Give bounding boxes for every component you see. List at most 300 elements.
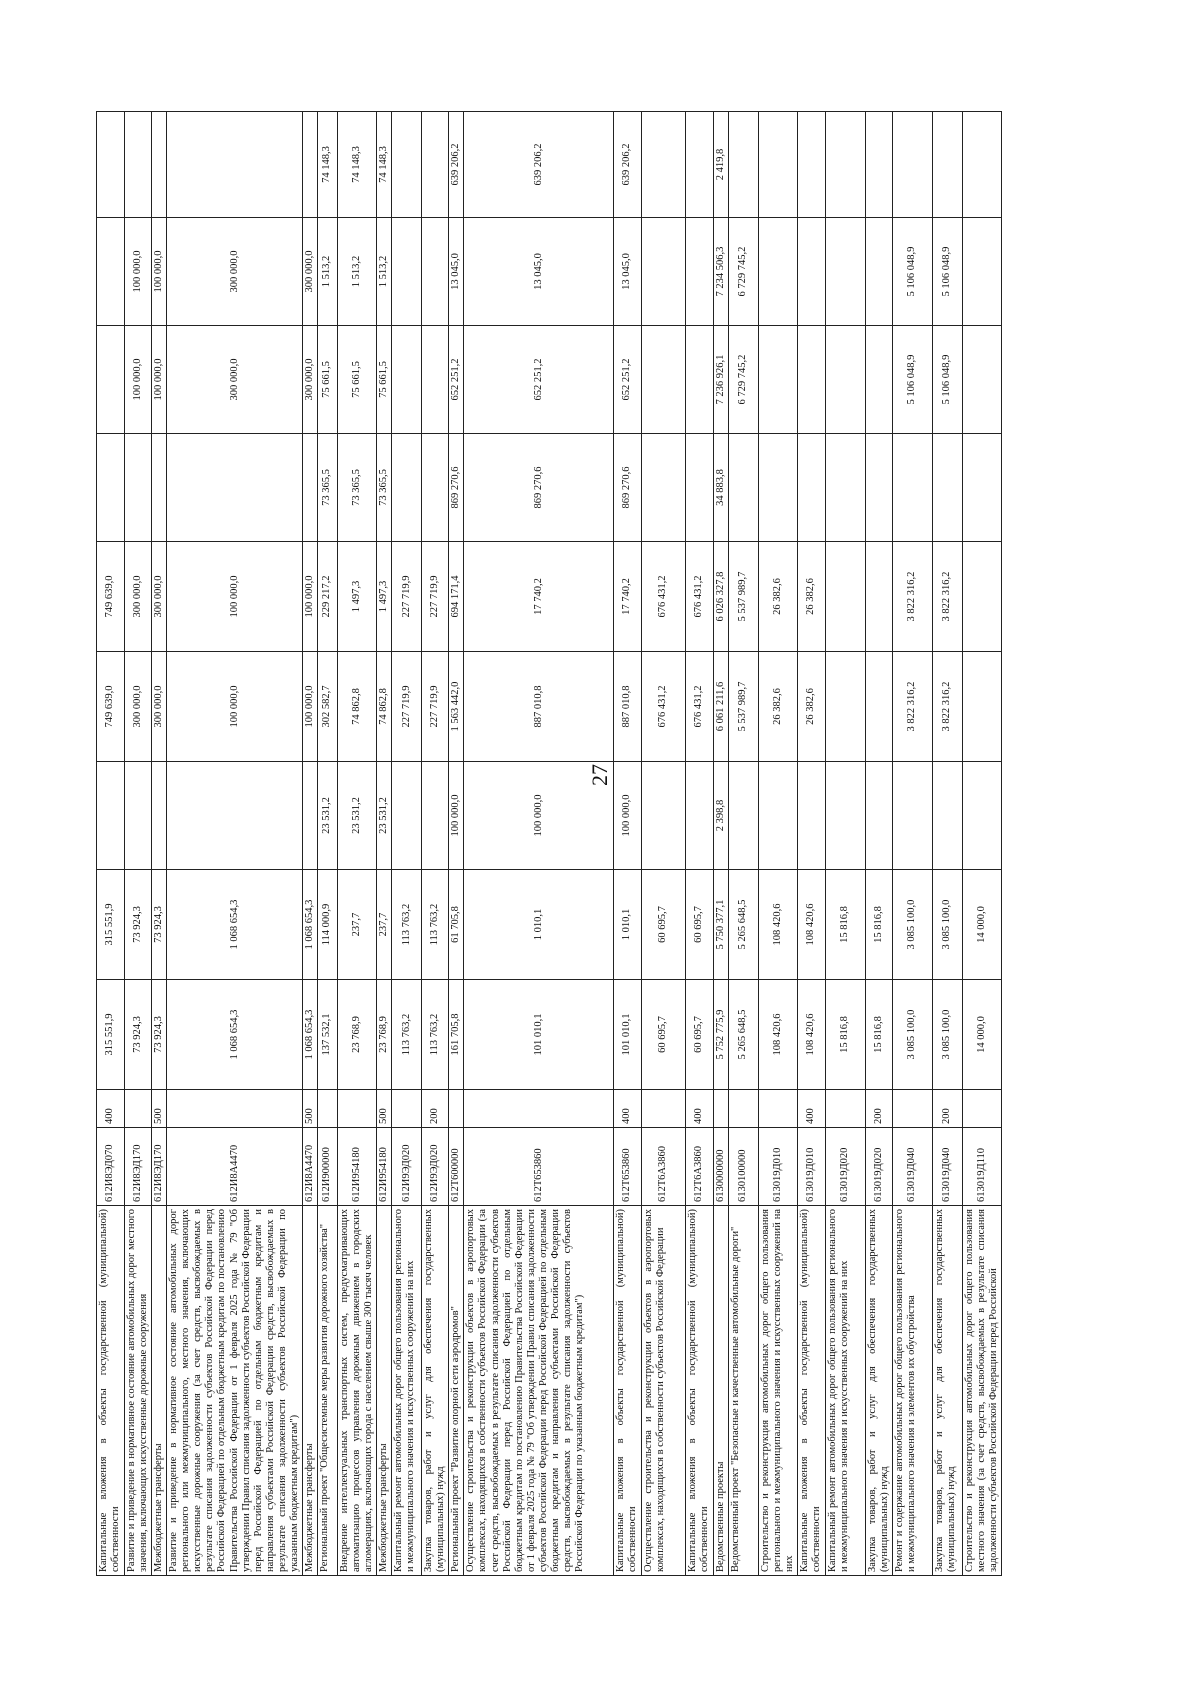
row-amount-cell <box>932 112 962 218</box>
row-amount-cell <box>758 762 797 870</box>
row-amount-cell: 108 420,6 <box>758 870 797 980</box>
row-amount-cell: 315 551,9 <box>97 980 125 1090</box>
row-amount-cell <box>865 542 892 652</box>
row-amount-cell: 23 768,9 <box>377 980 392 1090</box>
table-row <box>152 112 167 1576</box>
row-amount-cell: 869 270,6 <box>464 434 614 542</box>
row-amount-cell: 15 816,8 <box>825 980 865 1090</box>
row-amount-cell <box>125 762 152 870</box>
row-amount-cell: 113 763,2 <box>422 870 449 980</box>
row-amount-cell <box>962 434 1001 542</box>
row-amount-cell: 227 719,9 <box>422 652 449 762</box>
row-amount-cell <box>685 112 713 218</box>
row-name-cell: Строительство и реконструкция автомобильных дорог общего пользования регионального и межмуниципального значения и искусственных сооружений на них <box>758 1206 797 1576</box>
row-amount-cell: 100 000,0 <box>167 652 303 762</box>
row-amount-cell <box>892 434 932 542</box>
row-amount-cell <box>825 112 865 218</box>
row-amount-cell: 100 000,0 <box>449 762 464 870</box>
row-amount-cell: 229 217,2 <box>317 542 337 652</box>
row-amount-cell: 3 085 100,0 <box>892 980 932 1090</box>
row-amount-cell: 1 563 442,0 <box>449 652 464 762</box>
row-amount-cell <box>152 112 167 218</box>
row-amount-cell: 5 265 648,5 <box>728 980 758 1090</box>
row-amount-cell: 869 270,6 <box>614 434 641 542</box>
row-amount-cell: 5 537 989,7 <box>728 652 758 762</box>
row-amount-cell: 26 382,6 <box>758 542 797 652</box>
row-amount-cell <box>865 434 892 542</box>
row-amount-cell <box>392 326 422 434</box>
row-amount-cell <box>641 762 685 870</box>
row-amount-cell: 100 000,0 <box>125 218 152 326</box>
row-amount-cell <box>932 434 962 542</box>
row-amount-cell: 3 822 316,2 <box>932 652 962 762</box>
row-amount-cell <box>97 326 125 434</box>
row-amount-cell: 6 061 211,6 <box>713 652 728 762</box>
row-amount-cell <box>797 218 825 326</box>
row-name-cell: Ведомственный проект "Безопасные и качественные автомобильные дороги" <box>728 1206 758 1576</box>
row-amount-cell <box>685 434 713 542</box>
row-code-cell: 612И8ЭД170 <box>125 1128 152 1206</box>
table-row <box>302 112 317 1576</box>
row-vr-cell <box>713 1090 728 1128</box>
row-amount-cell: 300 000,0 <box>125 542 152 652</box>
row-amount-cell <box>865 762 892 870</box>
row-name-cell: Региональный проект "Общесистемные меры развития дорожного хозяйства" <box>317 1206 337 1576</box>
row-vr-cell <box>125 1090 152 1128</box>
row-amount-cell: 26 382,6 <box>797 542 825 652</box>
row-amount-cell <box>641 112 685 218</box>
row-vr-cell <box>728 1090 758 1128</box>
row-amount-cell: 34 883,8 <box>713 434 728 542</box>
row-name-cell: Межбюджетные трансферты <box>302 1206 317 1576</box>
row-code-cell: 612T6A3860 <box>641 1128 685 1206</box>
row-amount-cell: 300 000,0 <box>302 218 317 326</box>
row-amount-cell: 1 068 654,3 <box>302 870 317 980</box>
row-amount-cell: 3 822 316,2 <box>892 542 932 652</box>
row-amount-cell: 302 582,7 <box>317 652 337 762</box>
row-amount-cell <box>685 762 713 870</box>
row-name-cell: Строительство и реконструкция автомобильных дорог общего пользования местного значения (за счет средств, высвобождаемых в результате списания задолженности субъектов Российской Федерации перед Российской <box>962 1206 1001 1576</box>
row-amount-cell: 75 661,5 <box>317 326 337 434</box>
row-vr-cell <box>641 1090 685 1128</box>
row-amount-cell: 73 365,5 <box>337 434 376 542</box>
row-amount-cell <box>825 218 865 326</box>
row-amount-cell <box>932 762 962 870</box>
row-name-cell: Капитальные вложения в объекты государственной (муниципальной) собственности <box>797 1206 825 1576</box>
row-amount-cell: 300 000,0 <box>152 652 167 762</box>
row-vr-cell: 500 <box>377 1090 392 1128</box>
table-row <box>892 112 932 1576</box>
table-row <box>962 112 1001 1576</box>
row-amount-cell <box>962 652 1001 762</box>
row-code-cell: 612И9ЭД020 <box>422 1128 449 1206</box>
row-amount-cell: 74 148,3 <box>317 112 337 218</box>
row-name-cell: Капитальный ремонт автомобильных дорог общего пользования регионального и межмуниципального значения и искусственных сооружений на них <box>392 1206 422 1576</box>
row-amount-cell: 300 000,0 <box>125 652 152 762</box>
row-code-cell: 6130100000 <box>728 1128 758 1206</box>
table-row <box>614 112 641 1576</box>
row-amount-cell <box>392 112 422 218</box>
row-name-cell: Осуществление строительства и реконструкции объектов в аэропортовых комплексах, находящихся в собственности субъектов Российской Федерации <box>641 1206 685 1576</box>
row-amount-cell <box>728 434 758 542</box>
row-amount-cell: 114 000,9 <box>317 870 337 980</box>
row-amount-cell: 23 531,2 <box>337 762 376 870</box>
table-row <box>797 112 825 1576</box>
row-amount-cell: 5 537 989,7 <box>728 542 758 652</box>
row-amount-cell <box>125 434 152 542</box>
row-amount-cell: 652 251,2 <box>464 326 614 434</box>
row-amount-cell <box>641 434 685 542</box>
row-code-cell: 6130000000 <box>713 1128 728 1206</box>
row-amount-cell: 887 010,8 <box>614 652 641 762</box>
row-amount-cell: 749 639,0 <box>97 542 125 652</box>
budget-table <box>96 111 1002 1576</box>
row-amount-cell: 161 705,8 <box>449 980 464 1090</box>
table-row <box>641 112 685 1576</box>
row-amount-cell <box>422 762 449 870</box>
row-amount-cell: 3 085 100,0 <box>932 870 962 980</box>
row-amount-cell: 694 171,4 <box>449 542 464 652</box>
row-amount-cell: 887 010,8 <box>464 652 614 762</box>
row-amount-cell <box>797 112 825 218</box>
row-amount-cell <box>302 434 317 542</box>
row-vr-cell <box>392 1090 422 1128</box>
row-amount-cell <box>422 326 449 434</box>
row-vr-cell <box>962 1090 1001 1128</box>
table-row <box>337 112 376 1576</box>
row-amount-cell <box>962 218 1001 326</box>
row-vr-cell <box>337 1090 376 1128</box>
row-name-cell: Закупка товаров, работ и услуг для обеспечения государственных (муниципальных) нужд <box>865 1206 892 1576</box>
row-amount-cell: 227 719,9 <box>422 542 449 652</box>
row-amount-cell: 237,7 <box>337 870 376 980</box>
row-amount-cell: 676 431,2 <box>641 652 685 762</box>
row-amount-cell <box>825 434 865 542</box>
row-amount-cell: 6 026 327,8 <box>713 542 728 652</box>
row-amount-cell: 17 740,2 <box>464 542 614 652</box>
row-amount-cell: 15 816,8 <box>865 980 892 1090</box>
row-amount-cell: 300 000,0 <box>167 218 303 326</box>
row-name-cell: Внедрение интеллектуальных транспортных систем, предусматривающих автоматизацию процессов управления дорожным движением в городских агломерациях, включающих города с населением свыше 300 тысяч человек <box>337 1206 376 1576</box>
row-code-cell: 612И954180 <box>337 1128 376 1206</box>
row-amount-cell <box>302 762 317 870</box>
table-row <box>865 112 892 1576</box>
row-amount-cell: 6 729 745,2 <box>728 326 758 434</box>
row-vr-cell: 500 <box>152 1090 167 1128</box>
row-amount-cell: 2 419,8 <box>713 112 728 218</box>
row-amount-cell <box>825 326 865 434</box>
table-row <box>932 112 962 1576</box>
row-amount-cell: 300 000,0 <box>302 326 317 434</box>
row-name-cell: Капитальный ремонт автомобильных дорог общего пользования регионального и межмуниципального значения и искусственных сооружений на них <box>825 1206 865 1576</box>
row-amount-cell <box>167 434 303 542</box>
row-amount-cell: 100 000,0 <box>614 762 641 870</box>
row-amount-cell: 14 000,0 <box>962 980 1001 1090</box>
row-amount-cell <box>962 762 1001 870</box>
row-amount-cell: 6 729 745,2 <box>728 218 758 326</box>
row-amount-cell: 5 750 377,1 <box>713 870 728 980</box>
row-code-cell: 612И8ЭД070 <box>97 1128 125 1206</box>
row-amount-cell <box>302 112 317 218</box>
row-amount-cell <box>392 762 422 870</box>
row-amount-cell: 1 068 654,3 <box>167 870 303 980</box>
row-amount-cell: 73 365,5 <box>377 434 392 542</box>
row-amount-cell <box>641 218 685 326</box>
row-amount-cell: 639 206,2 <box>449 112 464 218</box>
row-amount-cell <box>641 326 685 434</box>
row-name-cell: Межбюджетные трансферты <box>377 1206 392 1576</box>
row-amount-cell: 108 420,6 <box>797 980 825 1090</box>
row-amount-cell: 300 000,0 <box>167 326 303 434</box>
row-code-cell: 612И8ЭД170 <box>152 1128 167 1206</box>
row-amount-cell: 73 924,3 <box>152 980 167 1090</box>
budget-table-wrapper <box>96 112 999 1576</box>
row-name-cell: Развитие и приведение в нормативное состояние автомобильных дорог местного значения, включающих искусственные дорожные сооружения <box>125 1206 152 1576</box>
row-vr-cell: 500 <box>302 1090 317 1128</box>
row-amount-cell <box>728 762 758 870</box>
row-code-cell: 612T653860 <box>464 1128 614 1206</box>
row-amount-cell <box>758 434 797 542</box>
row-name-cell: Ведомственные проекты <box>713 1206 728 1576</box>
row-amount-cell: 639 206,2 <box>614 112 641 218</box>
row-amount-cell: 60 695,7 <box>685 870 713 980</box>
row-vr-cell <box>317 1090 337 1128</box>
row-amount-cell <box>97 762 125 870</box>
table-row <box>97 112 125 1576</box>
row-amount-cell: 227 719,9 <box>392 652 422 762</box>
row-amount-cell <box>97 112 125 218</box>
table-row <box>377 112 392 1576</box>
row-vr-cell: 200 <box>422 1090 449 1128</box>
row-code-cell: 613019Д010 <box>758 1128 797 1206</box>
row-amount-cell: 60 695,7 <box>641 870 685 980</box>
row-amount-cell <box>125 112 152 218</box>
row-vr-cell: 200 <box>865 1090 892 1128</box>
row-code-cell: 613019Д040 <box>892 1128 932 1206</box>
row-amount-cell: 1 010,1 <box>464 870 614 980</box>
row-amount-cell: 113 763,2 <box>392 870 422 980</box>
row-amount-cell <box>685 326 713 434</box>
row-amount-cell: 300 000,0 <box>152 542 167 652</box>
row-amount-cell <box>392 434 422 542</box>
row-code-cell: 613019Д020 <box>865 1128 892 1206</box>
row-amount-cell <box>825 652 865 762</box>
row-vr-cell: 200 <box>932 1090 962 1128</box>
row-amount-cell: 74 148,3 <box>337 112 376 218</box>
row-amount-cell: 26 382,6 <box>758 652 797 762</box>
row-amount-cell: 61 705,8 <box>449 870 464 980</box>
row-amount-cell: 1 497,3 <box>377 542 392 652</box>
row-name-cell: Капитальные вложения в объекты государственной (муниципальной) собственности <box>97 1206 125 1576</box>
row-amount-cell: 23 768,9 <box>337 980 376 1090</box>
row-name-cell: Капитальные вложения в объекты государственной (муниципальной) собственности <box>614 1206 641 1576</box>
row-amount-cell: 108 420,6 <box>758 980 797 1090</box>
row-amount-cell <box>422 112 449 218</box>
row-name-cell: Развитие и приведение в нормативное состояние автомобильных дорог регионального или межмуниципального, местного значения, включающих искусственные дорожные сооружения (за счет средств, высвобождаемых в результате списания задолженности субъектов Российской Федерации перед Российской Федерацией по отдельным бюджетным кредитам по постановлению Правительства Российской Федерации от 1 февраля 2025 года № 79 "Об утверждении Правил списания задолженности субъектов Российской Федерации перед Российской Федерацией по отдельным бюджетным кредитам и направления субъектами Российской Федерации средств, высвобождаемых в результате списания задолженности субъектов Российской Федерации по указанным бюджетным кредитам") <box>167 1206 303 1576</box>
row-name-cell: Капитальные вложения в объекты государственной (муниципальной) собственности <box>685 1206 713 1576</box>
row-amount-cell <box>97 218 125 326</box>
row-amount-cell: 1 068 654,3 <box>167 980 303 1090</box>
table-row <box>758 112 797 1576</box>
row-amount-cell: 237,7 <box>377 870 392 980</box>
row-amount-cell: 3 822 316,2 <box>892 652 932 762</box>
row-vr-cell <box>464 1090 614 1128</box>
row-amount-cell: 639 206,2 <box>464 112 614 218</box>
row-amount-cell: 101 010,1 <box>464 980 614 1090</box>
row-amount-cell: 1 497,3 <box>337 542 376 652</box>
row-code-cell: 612T653860 <box>614 1128 641 1206</box>
row-amount-cell: 5 265 648,5 <box>728 870 758 980</box>
row-amount-cell: 73 924,3 <box>125 980 152 1090</box>
row-amount-cell: 676 431,2 <box>685 652 713 762</box>
row-amount-cell: 13 045,0 <box>614 218 641 326</box>
row-amount-cell <box>97 434 125 542</box>
row-amount-cell: 60 695,7 <box>685 980 713 1090</box>
row-amount-cell: 113 763,2 <box>392 980 422 1090</box>
row-amount-cell: 3 085 100,0 <box>932 980 962 1090</box>
row-amount-cell <box>825 542 865 652</box>
table-row <box>167 112 303 1576</box>
table-row <box>392 112 422 1576</box>
row-amount-cell: 137 532,1 <box>317 980 337 1090</box>
row-amount-cell <box>152 762 167 870</box>
row-amount-cell: 652 251,2 <box>614 326 641 434</box>
row-vr-cell: 400 <box>685 1090 713 1128</box>
row-amount-cell: 3 822 316,2 <box>932 542 962 652</box>
row-amount-cell: 14 000,0 <box>962 870 1001 980</box>
row-code-cell: 612T6A3860 <box>685 1128 713 1206</box>
row-amount-cell <box>962 542 1001 652</box>
row-amount-cell <box>797 762 825 870</box>
row-amount-cell: 749 639,0 <box>97 652 125 762</box>
table-row <box>449 112 464 1576</box>
row-vr-cell: 400 <box>614 1090 641 1128</box>
row-name-cell: Ремонт и содержание автомобильных дорог общего пользования регионального и межмуниципального значения и элементов их обустройства <box>892 1206 932 1576</box>
row-amount-cell <box>422 218 449 326</box>
table-row <box>825 112 865 1576</box>
row-amount-cell: 315 551,9 <box>97 870 125 980</box>
row-amount-cell <box>865 326 892 434</box>
row-amount-cell <box>865 218 892 326</box>
row-amount-cell: 23 531,2 <box>377 762 392 870</box>
row-amount-cell: 1 068 654,3 <box>302 980 317 1090</box>
row-amount-cell <box>167 112 303 218</box>
row-code-cell: 612И954180 <box>377 1128 392 1206</box>
row-amount-cell: 101 010,1 <box>614 980 641 1090</box>
row-amount-cell: 100 000,0 <box>152 218 167 326</box>
row-amount-cell: 5 752 775,9 <box>713 980 728 1090</box>
row-code-cell: 613019Д010 <box>797 1128 825 1206</box>
table-row <box>713 112 728 1576</box>
table-row <box>728 112 758 1576</box>
row-amount-cell <box>962 326 1001 434</box>
row-amount-cell <box>728 112 758 218</box>
row-amount-cell: 5 106 048,9 <box>932 326 962 434</box>
row-name-cell: Закупка товаров, работ и услуг для обеспечения государственных (муниципальных) нужд <box>422 1206 449 1576</box>
row-code-cell: 613019Д040 <box>932 1128 962 1206</box>
row-vr-cell <box>758 1090 797 1128</box>
table-row <box>125 112 152 1576</box>
row-amount-cell: 100 000,0 <box>152 326 167 434</box>
row-code-cell: 612И900000 <box>317 1128 337 1206</box>
row-amount-cell: 1 010,1 <box>614 870 641 980</box>
row-amount-cell: 676 431,2 <box>641 542 685 652</box>
row-amount-cell <box>825 762 865 870</box>
row-name-cell: Закупка товаров, работ и услуг для обеспечения государственных (муниципальных) нужд <box>932 1206 962 1576</box>
row-vr-cell: 400 <box>797 1090 825 1128</box>
row-amount-cell <box>797 326 825 434</box>
row-amount-cell: 13 045,0 <box>449 218 464 326</box>
row-amount-cell: 869 270,6 <box>449 434 464 542</box>
row-name-cell: Региональный проект "Развитие опорной сети аэродромов" <box>449 1206 464 1576</box>
row-amount-cell: 13 045,0 <box>464 218 614 326</box>
row-amount-cell: 74 862,8 <box>377 652 392 762</box>
row-amount-cell: 75 661,5 <box>337 326 376 434</box>
row-amount-cell: 1 513,2 <box>337 218 376 326</box>
row-amount-cell: 74 862,8 <box>337 652 376 762</box>
row-amount-cell: 227 719,9 <box>392 542 422 652</box>
row-amount-cell <box>892 762 932 870</box>
row-code-cell: 612И8А4470 <box>167 1128 303 1206</box>
row-vr-cell <box>892 1090 932 1128</box>
row-name-cell: Межбюджетные трансферты <box>152 1206 167 1576</box>
row-amount-cell: 74 148,3 <box>377 112 392 218</box>
row-amount-cell: 1 513,2 <box>377 218 392 326</box>
row-amount-cell: 17 740,2 <box>614 542 641 652</box>
row-amount-cell: 15 816,8 <box>825 870 865 980</box>
row-amount-cell: 100 000,0 <box>125 326 152 434</box>
row-amount-cell: 100 000,0 <box>302 542 317 652</box>
row-name-cell: Осуществление строительства и реконструкции объектов в аэропортовых комплексах, находящихся в собственности субъектов Российской Федерации (за счет средств, высвобождаемых в результате списания задолженности субъектов Российской Федерации перед Российской Федерацией по отдельным бюджетным кредитам по постановлению Правительства Российской Федерации от 1 февраля 2025 года № 79 "Об утверждении Правил списания задолженности субъектов Российской Федерации перед Российской Федерацией по отдельным бюджетным кредитам и направления субъектами Российской Федерации средств, высвобождаемых в результате списания задолженности субъектов Российской Федерации по указанным бюджетным кредитам") <box>464 1206 614 1576</box>
row-amount-cell: 2 398,8 <box>713 762 728 870</box>
row-amount-cell: 23 531,2 <box>317 762 337 870</box>
row-amount-cell <box>797 434 825 542</box>
row-amount-cell: 100 000,0 <box>464 762 614 870</box>
row-amount-cell <box>962 112 1001 218</box>
row-amount-cell: 73 365,5 <box>317 434 337 542</box>
row-amount-cell <box>392 218 422 326</box>
row-amount-cell: 5 106 048,9 <box>932 218 962 326</box>
row-amount-cell: 108 420,6 <box>797 870 825 980</box>
row-amount-cell: 73 924,3 <box>125 870 152 980</box>
row-amount-cell: 652 251,2 <box>449 326 464 434</box>
row-amount-cell <box>865 112 892 218</box>
row-amount-cell <box>152 434 167 542</box>
row-amount-cell: 7 234 506,3 <box>713 218 728 326</box>
row-amount-cell <box>685 218 713 326</box>
row-amount-cell: 7 236 926,1 <box>713 326 728 434</box>
row-code-cell: 612И8А4470 <box>302 1128 317 1206</box>
table-row <box>464 112 614 1576</box>
row-vr-cell <box>825 1090 865 1128</box>
row-amount-cell <box>422 434 449 542</box>
row-amount-cell: 73 924,3 <box>152 870 167 980</box>
row-amount-cell: 3 085 100,0 <box>892 870 932 980</box>
page-number: 27 <box>587 764 612 786</box>
row-amount-cell <box>758 218 797 326</box>
row-amount-cell <box>758 112 797 218</box>
row-vr-cell: 400 <box>97 1090 125 1128</box>
row-code-cell: 613019Д020 <box>825 1128 865 1206</box>
row-code-cell: 612T600000 <box>449 1128 464 1206</box>
row-code-cell: 612И9ЭД020 <box>392 1128 422 1206</box>
row-amount-cell: 5 106 048,9 <box>892 326 932 434</box>
row-amount-cell: 100 000,0 <box>302 652 317 762</box>
row-amount-cell: 26 382,6 <box>797 652 825 762</box>
row-amount-cell: 15 816,8 <box>865 870 892 980</box>
row-amount-cell: 5 106 048,9 <box>892 218 932 326</box>
row-amount-cell: 75 661,5 <box>377 326 392 434</box>
